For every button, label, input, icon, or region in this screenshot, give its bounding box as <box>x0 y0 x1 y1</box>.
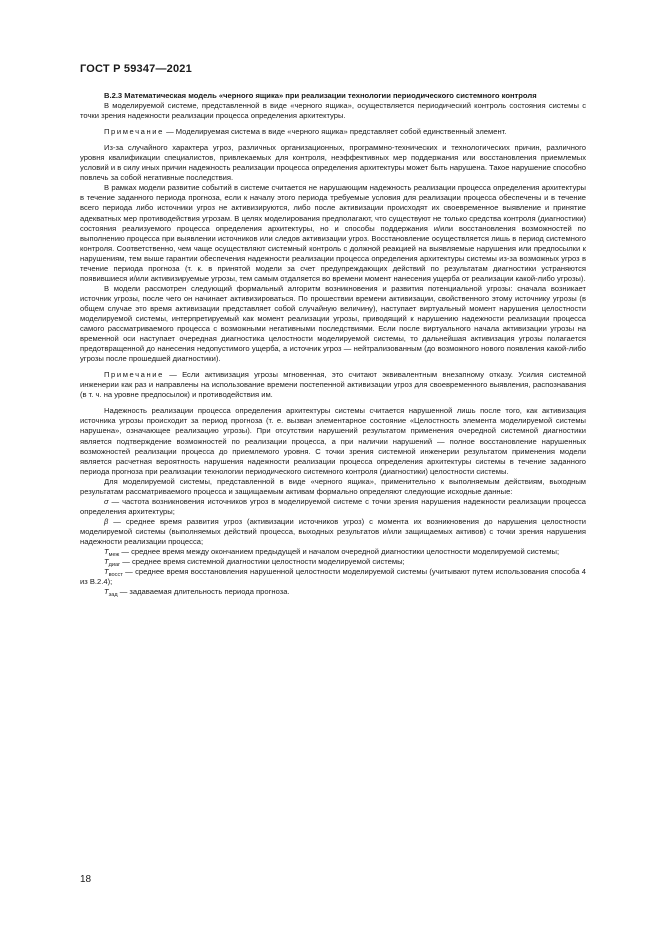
definition-subscript: меж <box>108 552 120 559</box>
section-title: Математическая модель «черного ящика» при реализации технологии периодического системного контроля <box>124 91 537 100</box>
document-body <box>80 91 586 597</box>
note-label: Примечание <box>104 370 164 380</box>
definition-text: — среднее время восстановления нарушенной целостности моделируемой системы (учитывают путем использования способа 4 из B.2.4); <box>80 567 586 587</box>
definition-item <box>80 517 586 547</box>
definition-symbol: σ <box>104 496 109 506</box>
definition-text: — среднее время развития угроз (активизации источников угроз) с момента их возникновения до нарушения целостности моделируемой системы (выполняемых действий процесса, выходных результатов и/или защищаемых активов) с точки зрения нарушения надежности реализации процесса; <box>80 516 586 546</box>
section-heading <box>80 91 586 101</box>
definition-text: — среднее время системной диагностики целостности моделируемой системы; <box>120 557 405 567</box>
definition-symbol: T <box>104 557 109 567</box>
paragraph: Из-за случайного характера угроз, различных организационных, программно-технических и технологических причин, различного уровня квалификации специалистов, привлекаемых для контроля, неэффективных мер поддержания или восстановления приемлемых условий и в силу иных причин надежность реализации процесса определения архитектуры может быть нарушена. Такое нарушение способно повлечь за собой негативные последствия. <box>80 143 586 183</box>
definition-item <box>80 497 586 517</box>
note-text: — Если активизация угрозы мгновенная, это считают эквивалентным внезапному отказу. Усилия системной инженерии как раз и направлены на использование времени постепенной активизации угроз для своевременного выявления, распознавания (в т. ч. на уровне предпосылок) и противодействия им. <box>80 370 586 400</box>
note-label: Примечание <box>104 127 164 137</box>
note <box>80 127 586 137</box>
note <box>80 370 586 400</box>
definition-symbol: T <box>104 567 109 577</box>
paragraph: Для моделируемой системы, представленной в виде «черного ящика», применительно к выполняемым действиям, выходным результатам рассматриваемого процесса и защищаемым активам формально определяют следующие исходные данные: <box>80 476 586 496</box>
definition-symbol: β <box>104 516 109 526</box>
definition-subscript: восст <box>108 572 123 579</box>
definition-item <box>80 587 586 597</box>
definition-text: — задаваемая длительность периода прогноза. <box>117 587 290 597</box>
note-text: — Моделируемая система в виде «черного ящика» представляет собой единственный элемент. <box>163 127 507 137</box>
definition-symbol: T <box>104 547 109 557</box>
definition-text: — частота возникновения источников угроз в моделируемой системе с точки зрения нарушения надежности реализации процесса определения архитектуры; <box>80 496 586 516</box>
definition-subscript: диаг <box>108 562 121 569</box>
document-code: ГОСТ Р 59347—2021 <box>80 63 192 75</box>
definition-text: — среднее время между окончанием предыдущей и началом очередной диагностики целостности моделируемой системы; <box>119 547 560 557</box>
page-number: 18 <box>80 874 92 885</box>
definition-item <box>80 567 586 587</box>
paragraph: Надежность реализации процесса определения архитектуры системы считается нарушенной лишь после того, как активизация источника угрозы происходит за период прогноза (т. е. вызван элементарное состояние «Целостность элемента моделируемой системы нарушена», означающее реализацию угрозы). При отсутствии нарушений результатом применения очередной системной диагностики является подтверждение возможностей по реализации процесса, а при наличии нарушений — полное восстановление нарушенных возможностей реализации процесса до приемлемого уровня. С точки зрения системной инженерии результатом применения модели является расчетная вероятность нарушения надежности реализации процесса определения архитектуры системы в течение заданного периода прогноза при реализации технологии периодического системного контроля (диагностики) целостности системы. <box>80 406 586 476</box>
paragraph: В модели рассмотрен следующий формальный алгоритм возникновения и развития потенциальной угрозы: сначала возникает источник угрозы, после чего он начинает активизироваться. По прошествии времени активизации, свойственного этому источнику угрозы (в общем случае это время активизации представляет собой случайную величину), наступает виртуальный момент нарушения целостности моделируемой системы, интерпретируемый как момент реализации угрозы, приводящий к нарушению надежности реализации процесса самого рассматриваемого процесса с возможными негативными последствиями. Если после виртуального начала активизации угрозы на временной оси наступает очередная диагностика целостности моделируемой системы, то дальнейшая активизация угрозы полагается предотвращенной до нанесения недопустимого ущерба, а источник угроз — нейтрализованным (до возможного нового появления какой-либо угрозы после прошедшей диагностики). <box>80 283 586 364</box>
definition-subscript: зад <box>108 592 118 599</box>
paragraph: В рамках модели развитие событий в системе считается не нарушающим надежность реализации процесса определения архитектуры в течение заданного периода прогноза, если к началу этого периода требуемые условия для реализации процесса обеспечены и в течение всего периода либо источники угроз не активизируются, либо после активизации происходят их своевременное выявление и принятие адекватных мер противодействия угрозам. В целях моделирования предполагают, что существуют не только средства контроля (диагностики) состояния реализуемого процесса определения архитектуры, но и способы поддержания и/или восстановления возможностей по выполнению процесса при выявлении источников или следов активизации угроз. Восстановление осуществляется лишь в период системного контроля. Соответственно, чем чаще осуществляют системный контроль с должной реакцией на выявляемые нарушения или предпосылки к нарушениям, тем выше гарантии обеспечения надежности реализации процесса определения архитектуры системы из-за возможных угроз в течение периода прогноза (т. к. в принятой модели за счет предупреждающих действий по результатам диагностики устраняются появившиеся и/или активизируемые угрозы, тем самым отдаляется во времени момент нанесения ущерба от реализации какой-либо угрозы). <box>80 183 586 283</box>
definition-symbol: T <box>104 587 109 597</box>
paragraph: В моделируемой системе, представленной в виде «черного ящика», осуществляется периодический контроль состояния системы с точки зрения надежности реализации процесса определения архитектуры. <box>80 101 586 121</box>
definition-item <box>80 557 586 567</box>
definition-item <box>80 547 586 557</box>
section-number: B.2.3 <box>104 91 123 100</box>
